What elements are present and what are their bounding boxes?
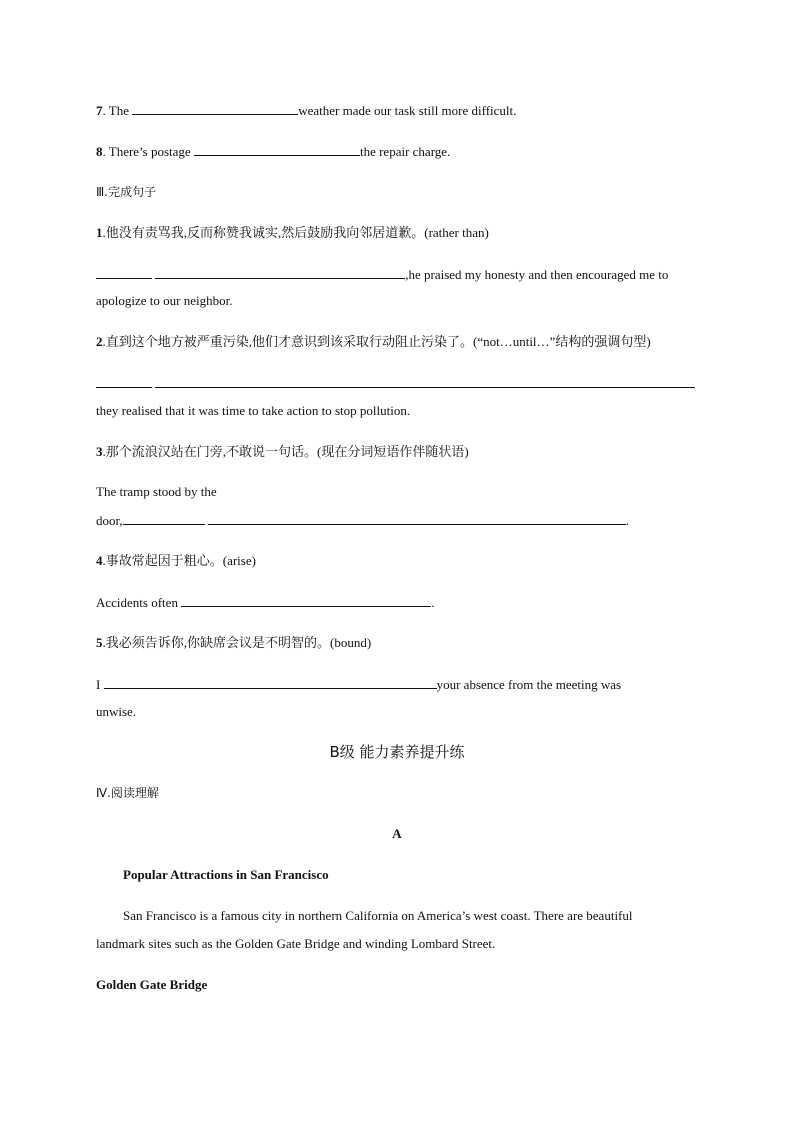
sentence-prompt-4 — [96, 552, 256, 570]
item-text-pre: . The — [102, 103, 133, 118]
answer-blank[interactable] — [194, 142, 360, 156]
fill-blank-item-8 — [96, 142, 450, 161]
sentence-answer-2-cont: they realised that it was time to take action to stop pollution. — [96, 403, 411, 418]
prompt-text: .他没有责骂我,反而称赞我诚实,然后鼓励我向邻居道歉。(rather than) — [102, 225, 489, 240]
answer-blank[interactable] — [155, 374, 695, 388]
section-heading-4: Ⅳ.阅读理解 — [96, 786, 159, 800]
item-text-post: the repair charge. — [359, 144, 451, 159]
fill-blank-item-7 — [96, 101, 516, 120]
item-number: 8 — [96, 144, 103, 159]
sentence-answer-3: The tramp stood by the — [96, 484, 217, 499]
answer-text-pre: I — [96, 677, 104, 692]
passage-letter: A — [392, 826, 402, 841]
sentence-answer-3-cont — [96, 511, 629, 530]
sentence-answer-1 — [96, 265, 668, 284]
item-number: 4 — [96, 553, 103, 568]
answer-text-end: . — [625, 513, 630, 528]
answer-text-pre: Accidents often — [96, 595, 182, 610]
level-heading: B级 能力素养提升练 — [329, 743, 465, 761]
answer-blank[interactable] — [132, 101, 298, 115]
prompt-text: .我必须告诉你,你缺席会议是不明智的。(bound) — [102, 635, 372, 650]
answer-blank[interactable] — [155, 265, 405, 279]
prompt-text: .那个流浪汉站在门旁,不敢说一句话。(现在分词短语作伴随状语) — [102, 444, 469, 459]
item-number: 7 — [96, 103, 103, 118]
prompt-text: .事故常起因于粗心。(arise) — [102, 553, 256, 568]
passage-title: Popular Attractions in San Francisco — [123, 867, 329, 882]
sentence-answer-2 — [96, 374, 695, 393]
sentence-prompt-2 — [96, 333, 651, 351]
answer-blank[interactable] — [181, 593, 431, 607]
answer-text-post: ,he praised my honesty and then encouraged me to — [405, 267, 669, 282]
item-number: 2 — [96, 334, 103, 349]
sentence-answer-1-cont: apologize to our neighbor. — [96, 293, 233, 308]
section-heading-3: Ⅲ.完成句子 — [96, 185, 157, 199]
prompt-text: .直到这个地方被严重污染,他们才意识到该采取行动阻止污染了。(“not…until…”结构的强调句型) — [102, 334, 651, 349]
answer-text-post: your absence from the meeting was — [436, 677, 622, 692]
paragraph-line: San Francisco is a famous city in northern California on America’s west coast. There are beautiful — [123, 908, 633, 923]
sentence-prompt-3 — [96, 443, 469, 461]
item-number: 3 — [96, 444, 103, 459]
paragraph-line: landmark sites such as the Golden Gate Bridge and winding Lombard Street. — [96, 936, 496, 951]
answer-text-pre: door, — [96, 513, 123, 528]
sentence-prompt-1 — [96, 224, 489, 242]
answer-blank[interactable] — [96, 374, 152, 388]
sentence-prompt-5 — [96, 634, 371, 652]
sentence-answer-4 — [96, 593, 434, 612]
answer-blank[interactable] — [208, 511, 626, 525]
item-number: 1 — [96, 225, 103, 240]
answer-blank[interactable] — [104, 675, 437, 689]
answer-text-end: . — [431, 595, 435, 610]
item-number: 5 — [96, 635, 103, 650]
answer-blank[interactable] — [123, 511, 205, 525]
passage-subheading: Golden Gate Bridge — [96, 977, 208, 992]
sentence-answer-5 — [96, 675, 621, 694]
answer-blank[interactable] — [96, 265, 152, 279]
sentence-answer-5-cont: unwise. — [96, 704, 137, 719]
item-text-pre: . There’s postage — [102, 144, 194, 159]
item-text-post: weather made our task still more difficult. — [298, 103, 517, 118]
